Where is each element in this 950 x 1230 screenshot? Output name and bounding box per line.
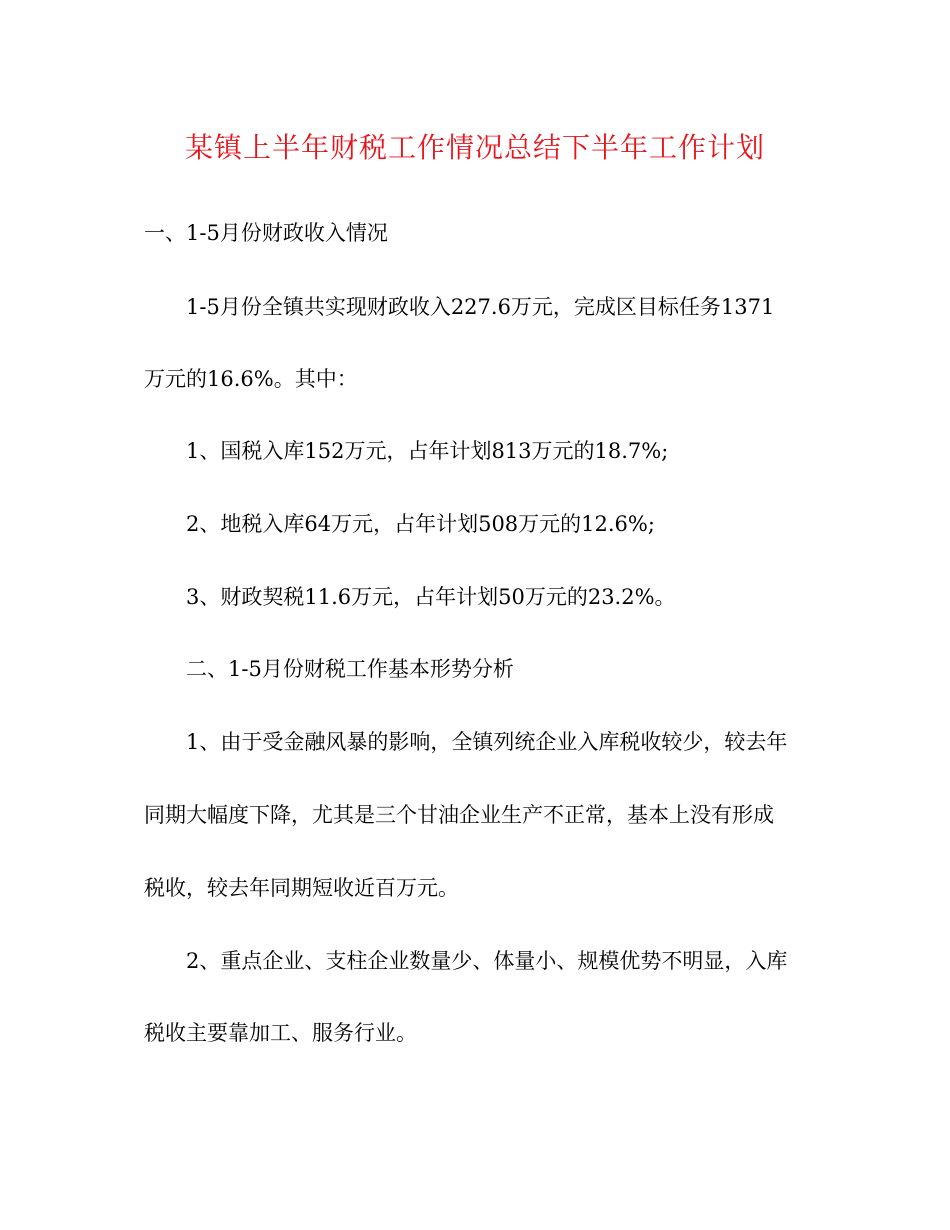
section-heading-2: 二、1-5月份财税工作基本形势分析 bbox=[186, 657, 514, 681]
document-title: 某镇上半年财税工作情况总结下半年工作计划 bbox=[184, 131, 765, 164]
section-heading-1: 一、1-5月份财政收入情况 bbox=[144, 221, 388, 245]
analysis-2-line-2: 税收主要靠加工、服务行业。 bbox=[144, 1021, 417, 1045]
analysis-1-line-2: 同期大幅度下降，尤其是三个甘油企业生产不正常，基本上没有形成 bbox=[144, 803, 774, 827]
list-item-deed-tax: 3、财政契税11.6万元，占年计划50万元的23.2%。 bbox=[186, 585, 676, 609]
list-item-local-tax: 2、地税入库64万元，占年计划508万元的12.6%; bbox=[186, 512, 655, 536]
paragraph-revenue-line-2: 万元的16.6%。其中： bbox=[144, 367, 358, 391]
analysis-1-line-1: 1、由于受金融风暴的影响，全镇列统企业入库税收较少，较去年 bbox=[186, 730, 788, 754]
list-item-national-tax: 1、国税入库152万元，占年计划813万元的18.7%; bbox=[186, 439, 669, 463]
analysis-2-line-1: 2、重点企业、支柱企业数量少、体量小、规模优势不明显，入库 bbox=[186, 949, 788, 973]
paragraph-revenue-line-1: 1-5月份全镇共实现财政收入227.6万元，完成区目标任务1371 bbox=[186, 295, 775, 319]
analysis-1-line-3: 税收，较去年同期短收近百万元。 bbox=[144, 876, 459, 900]
